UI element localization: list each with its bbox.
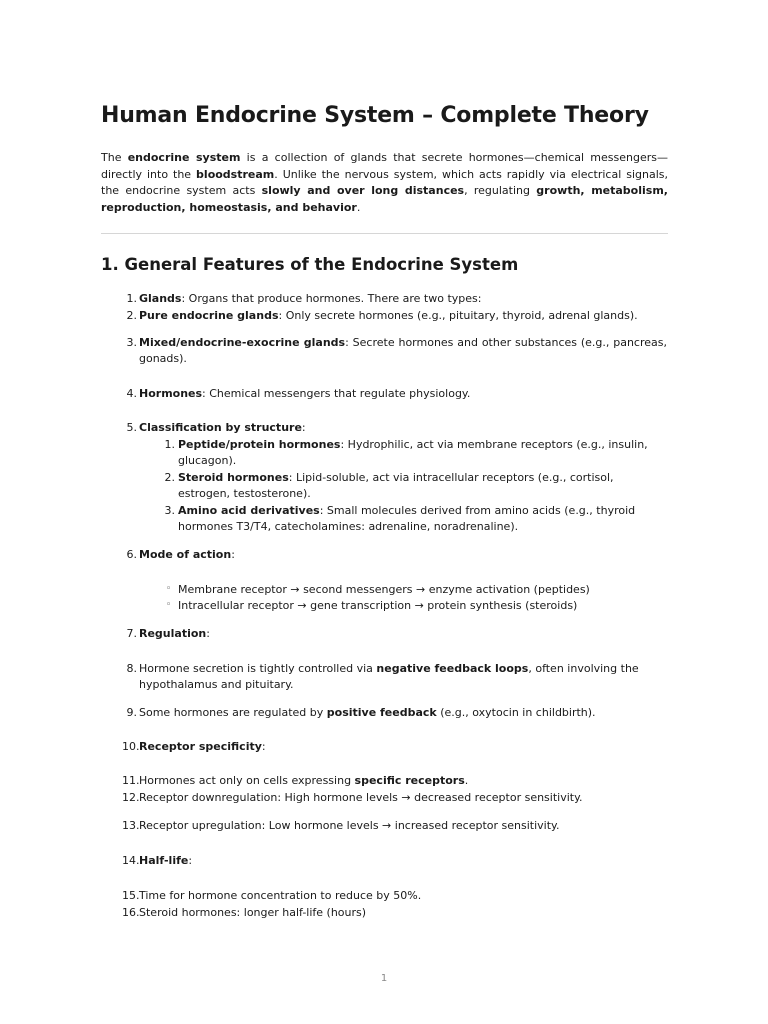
intro-paragraph	[101, 150, 668, 216]
list-item-term: positive feedback	[326, 706, 437, 719]
sub-list-number: 2.	[164, 471, 175, 484]
list-item-text: :	[206, 627, 210, 640]
list-item	[122, 853, 667, 869]
list-item	[122, 905, 667, 921]
list-number: 7.	[126, 627, 137, 640]
bullet-text: Membrane receptor → second messengers → enzyme activation (peptides)	[178, 583, 590, 596]
list-number: 14.	[122, 854, 140, 867]
list-item-term: Mode of action	[139, 548, 232, 561]
list-item-text: Hormones act only on cells expressing	[139, 774, 355, 787]
list-item-text: Some hormones are regulated by	[139, 706, 327, 719]
list-item-term: Classification by structure	[139, 421, 302, 434]
list-number: 5.	[126, 421, 137, 434]
sub-list-number: 1.	[164, 438, 175, 451]
list-item-text: :	[301, 421, 306, 434]
list-number: 12.	[122, 791, 140, 804]
list-item-text: :	[231, 548, 235, 561]
list-item	[122, 291, 667, 307]
list-item	[122, 420, 667, 436]
hollow-bullet-icon: ◦	[166, 584, 172, 594]
list-item	[122, 739, 667, 755]
intro-text: is a collection of glands that secrete hormones—chemical messengers—directly into the	[101, 151, 668, 181]
list-number: 13.	[122, 819, 140, 832]
intro-bold: bloodstream	[196, 167, 275, 181]
sub-list-item	[160, 503, 660, 536]
list-item-text: :	[188, 854, 193, 867]
list-item-term: Pure endocrine glands	[139, 309, 279, 322]
list-item	[122, 705, 667, 721]
page-title: Human Endocrine System – Complete Theory	[101, 103, 649, 128]
list-item	[122, 661, 642, 694]
list-item-text: Receptor upregulation: Low hormone levels → increased receptor sensitivity.	[139, 819, 560, 832]
bullet-item	[166, 598, 666, 614]
list-item-text: Hormone secretion is tightly controlled via	[139, 662, 377, 675]
list-number: 16.	[122, 906, 140, 919]
list-item-text: Steroid hormones: longer half-life (hours)	[139, 906, 367, 919]
list-item	[122, 790, 667, 806]
list-item-text: (e.g., oxytocin in childbirth).	[436, 706, 596, 719]
list-item	[122, 626, 667, 642]
list-item-text: Time for hormone concentration to reduce by 50%.	[139, 889, 422, 902]
intro-text: , regulating	[464, 184, 537, 198]
list-number: 3.	[126, 336, 137, 349]
list-item-term: Regulation	[139, 627, 207, 640]
list-item-text: :	[261, 740, 266, 753]
intro-bold: slowly and over long distances	[261, 184, 465, 198]
intro-text: . Unlike the nervous system, which acts rapidly via electrical signals, the endocrine system acts	[101, 167, 668, 198]
list-number: 2.	[126, 309, 137, 322]
list-number: 6.	[126, 548, 137, 561]
list-item	[122, 773, 667, 789]
sub-list-item	[160, 470, 660, 503]
list-item-text: : Only secrete hormones (e.g., pituitary, thyroid, adrenal glands).	[278, 309, 638, 322]
list-number: 1.	[126, 292, 137, 305]
intro-text: The	[101, 151, 128, 164]
list-number: 15.	[122, 889, 140, 902]
list-item-term: negative feedback loops	[376, 662, 529, 675]
sub-list-text: : Small molecules derived from amino acids (e.g., thyroid hormones T3/T4, catecholamines: adrenaline, noradrenaline).	[178, 504, 636, 534]
sub-list-number: 3.	[164, 504, 175, 517]
intro-bold: growth, metabolism, reproduction, homeostasis, and behavior	[101, 184, 668, 214]
list-item-term: specific receptors	[354, 774, 465, 787]
list-item	[122, 386, 667, 402]
sub-list-text: : Lipid-soluble, act via intracellular receptors (e.g., cortisol, estrogen, testosterone).	[178, 471, 614, 501]
list-item-text: : Chemical messengers that regulate physiology.	[202, 387, 471, 400]
sub-list-term: Steroid hormones	[178, 471, 289, 484]
hollow-bullet-icon: ◦	[166, 600, 172, 610]
bullet-text: Intracellular receptor → gene transcription → protein synthesis (steroids)	[178, 599, 578, 612]
list-item	[122, 888, 667, 904]
list-item-term: Hormones	[139, 387, 203, 400]
list-item	[122, 818, 667, 834]
list-item-text: , often involving the hypothalamus and pituitary.	[139, 662, 639, 692]
list-number: 8.	[126, 662, 137, 675]
bullet-item	[166, 582, 666, 598]
list-item-term: Mixed/endocrine-exocrine glands	[139, 336, 346, 349]
list-item-term: Half-life	[139, 854, 189, 867]
list-item	[122, 308, 667, 324]
sub-list-term: Peptide/protein hormones	[178, 438, 341, 451]
section-divider	[101, 233, 668, 234]
list-item-text: Receptor downregulation: High hormone levels → decreased receptor sensitivity.	[139, 791, 583, 804]
page-number: 1	[380, 973, 388, 984]
list-item-text: : Secrete hormones and other substances (e.g., pancreas, gonads).	[139, 336, 667, 366]
list-number: 4.	[126, 387, 137, 400]
sub-list-term: Amino acid derivatives	[178, 504, 320, 517]
sub-list-item	[160, 437, 660, 470]
list-item	[122, 335, 667, 368]
list-item-term: Receptor specificity	[139, 740, 262, 753]
list-item-term: Glands	[139, 292, 182, 305]
list-item	[122, 547, 667, 563]
list-number: 11.	[122, 774, 140, 787]
list-item-text: : Organs that produce hormones. There are two types:	[181, 292, 482, 305]
section-heading: 1. General Features of the Endocrine System	[101, 255, 519, 274]
list-number: 9.	[126, 706, 137, 719]
intro-text: .	[356, 200, 361, 214]
intro-bold: endocrine system	[127, 151, 241, 164]
sub-list-text: : Hydrophilic, act via membrane receptors (e.g., insulin, glucagon).	[178, 438, 648, 468]
list-item-text: .	[464, 774, 469, 787]
list-number: 10.	[122, 740, 140, 753]
